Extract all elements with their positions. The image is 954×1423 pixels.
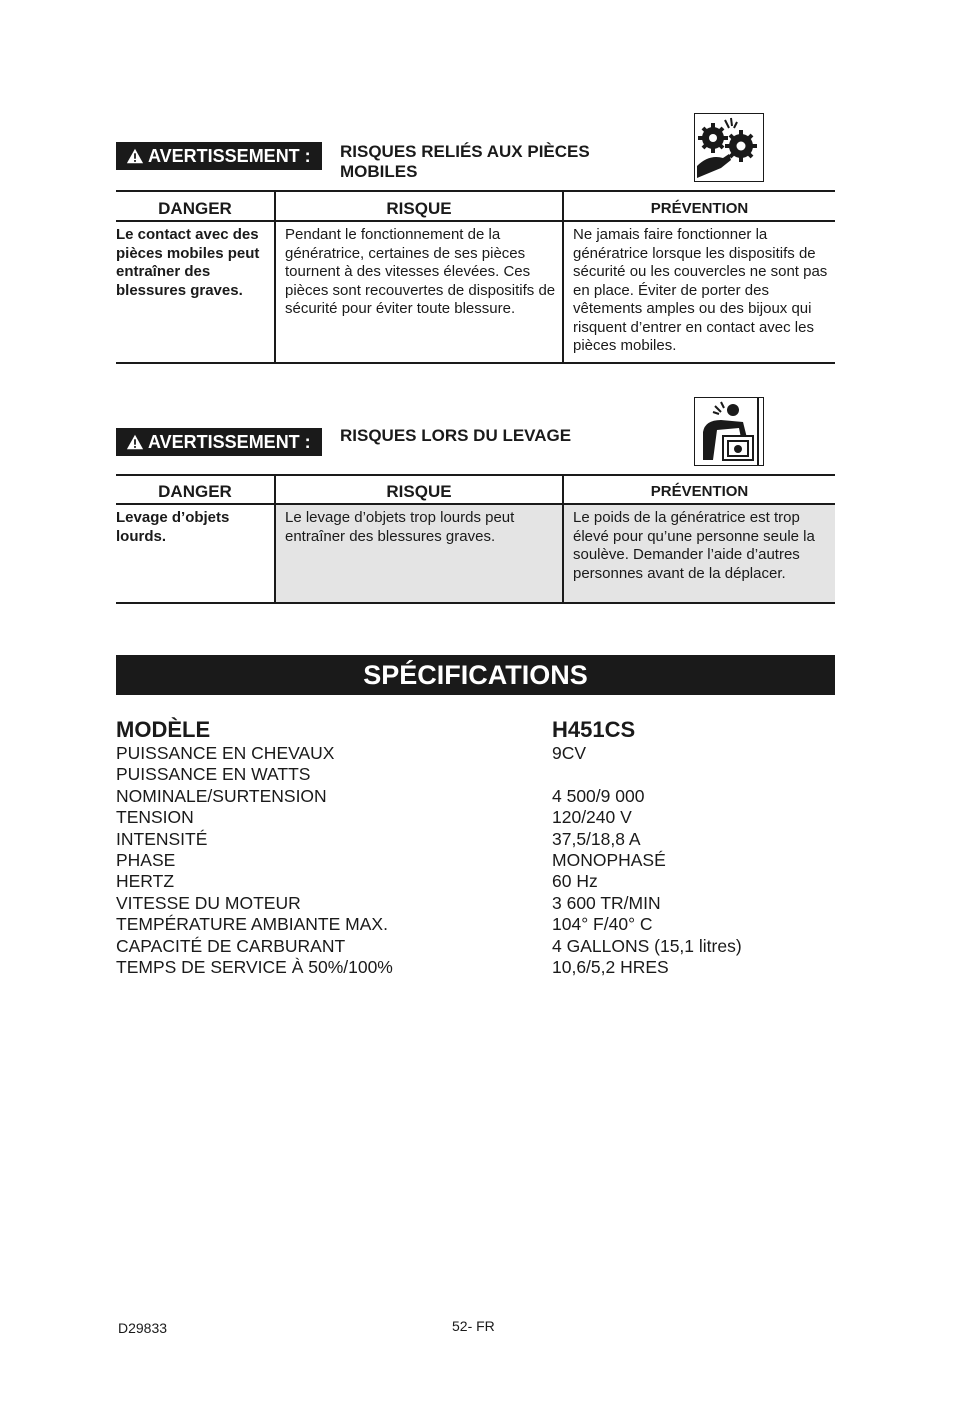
spec-label: PUISSANCE EN WATTS	[116, 764, 311, 785]
spec-label: TEMPS DE SERVICE À 50%/100%	[116, 956, 393, 977]
model-label: MODÈLE	[116, 717, 211, 742]
danger-cell: Le contact avec des pièces mobiles peut entraîner des blessures graves.	[116, 226, 260, 299]
prevention-header: PRÉVENTION	[563, 191, 835, 221]
spec-row	[116, 764, 835, 785]
spec-row	[116, 957, 835, 978]
page-number: 52- FR	[452, 1318, 495, 1334]
warning-title: RISQUES RELIÉS AUX PIÈCES MOBILES	[340, 142, 590, 181]
warning-triangle-icon	[126, 147, 144, 165]
spec-value: MONOPHASÉ	[552, 849, 666, 870]
spec-label: TENSION	[116, 807, 194, 828]
danger-cell: Levage d’objets lourds.	[116, 509, 230, 545]
prevention-header: PRÉVENTION	[563, 475, 835, 504]
spec-value: 10,6/5,2 HRES	[552, 956, 669, 977]
spec-value: 3 600 TR/MIN	[552, 892, 661, 913]
spec-value: 60 Hz	[552, 871, 598, 892]
spec-row	[116, 829, 835, 850]
warning-badge	[116, 428, 322, 456]
specifications-heading: SPÉCIFICATIONS	[363, 659, 588, 690]
spec-row	[116, 743, 835, 764]
spec-value: 37,5/18,8 A	[552, 828, 641, 849]
spec-label: HERTZ	[116, 871, 175, 892]
spec-value: 4 500/9 000	[552, 785, 645, 806]
danger-header: DANGER	[158, 198, 232, 218]
risk-cell: Pendant le fonctionnement de la génératrice, certaines de ses pièces tournent à des vitesses élevées. Ces pièces sont recouvertes de dispositifs de sécurité pour éviter toute blessure.	[275, 221, 563, 363]
warning-triangle-icon	[126, 433, 144, 451]
spec-label: PUISSANCE EN CHEVAUX	[116, 743, 335, 763]
danger-header: DANGER	[158, 481, 232, 501]
spec-value: 120/240 V	[552, 807, 632, 828]
spec-list	[116, 743, 835, 978]
risk-header: RISQUE	[275, 475, 563, 504]
specifications-banner	[116, 655, 835, 695]
hazard-table	[116, 474, 835, 604]
spec-label: NOMINALE/SURTENSION	[116, 785, 327, 806]
spec-label: PHASE	[116, 849, 176, 870]
spec-row	[116, 936, 835, 957]
spec-row	[116, 871, 835, 892]
prevention-cell: Le poids de la génératrice est trop élevé pour qu’une personne seule la soulève. Demander l’aide d’autres personnes avant de la déplacer.	[563, 504, 835, 603]
spec-label: TEMPÉRATURE AMBIANTE MAX.	[116, 914, 388, 935]
warning-title: RISQUES LORS DU LEVAGE	[340, 426, 572, 445]
model-value: H451CS	[552, 717, 636, 742]
spec-row	[116, 914, 835, 935]
warning-badge-label: AVERTISSEMENT :	[148, 145, 311, 166]
risk-cell: Le levage d’objets trop lourds peut entraîner des blessures graves.	[275, 504, 563, 603]
warning-badge-label: AVERTISSEMENT :	[148, 431, 311, 452]
spec-row	[116, 893, 835, 914]
moving-parts-gears-hand-icon	[694, 113, 764, 182]
lifting-hazard-icon	[694, 397, 764, 466]
risk-header: RISQUE	[275, 191, 563, 221]
spec-value: 104° F/40° C	[552, 914, 653, 935]
spec-label: VITESSE DU MOTEUR	[116, 892, 301, 913]
warning-badge	[116, 142, 322, 170]
document-number: D29833	[118, 1320, 168, 1336]
spec-value: 9CV	[552, 743, 587, 763]
spec-row	[116, 786, 835, 807]
spec-label: INTENSITÉ	[116, 828, 208, 849]
prevention-cell: Ne jamais faire fonctionner la génératrice lorsque les dispositifs de sécurité ou les couvercles ne sont pas en place. Éviter de porter des vêtements amples ou des bijoux qui risquent d’entrer en contact avec les pièces mobiles.	[563, 221, 835, 363]
hazard-table	[116, 190, 835, 364]
spec-row	[116, 807, 835, 828]
spec-value: 4 GALLONS (15,1 litres)	[552, 935, 742, 956]
spec-row	[116, 850, 835, 871]
spec-label: CAPACITÉ DE CARBURANT	[116, 935, 346, 956]
